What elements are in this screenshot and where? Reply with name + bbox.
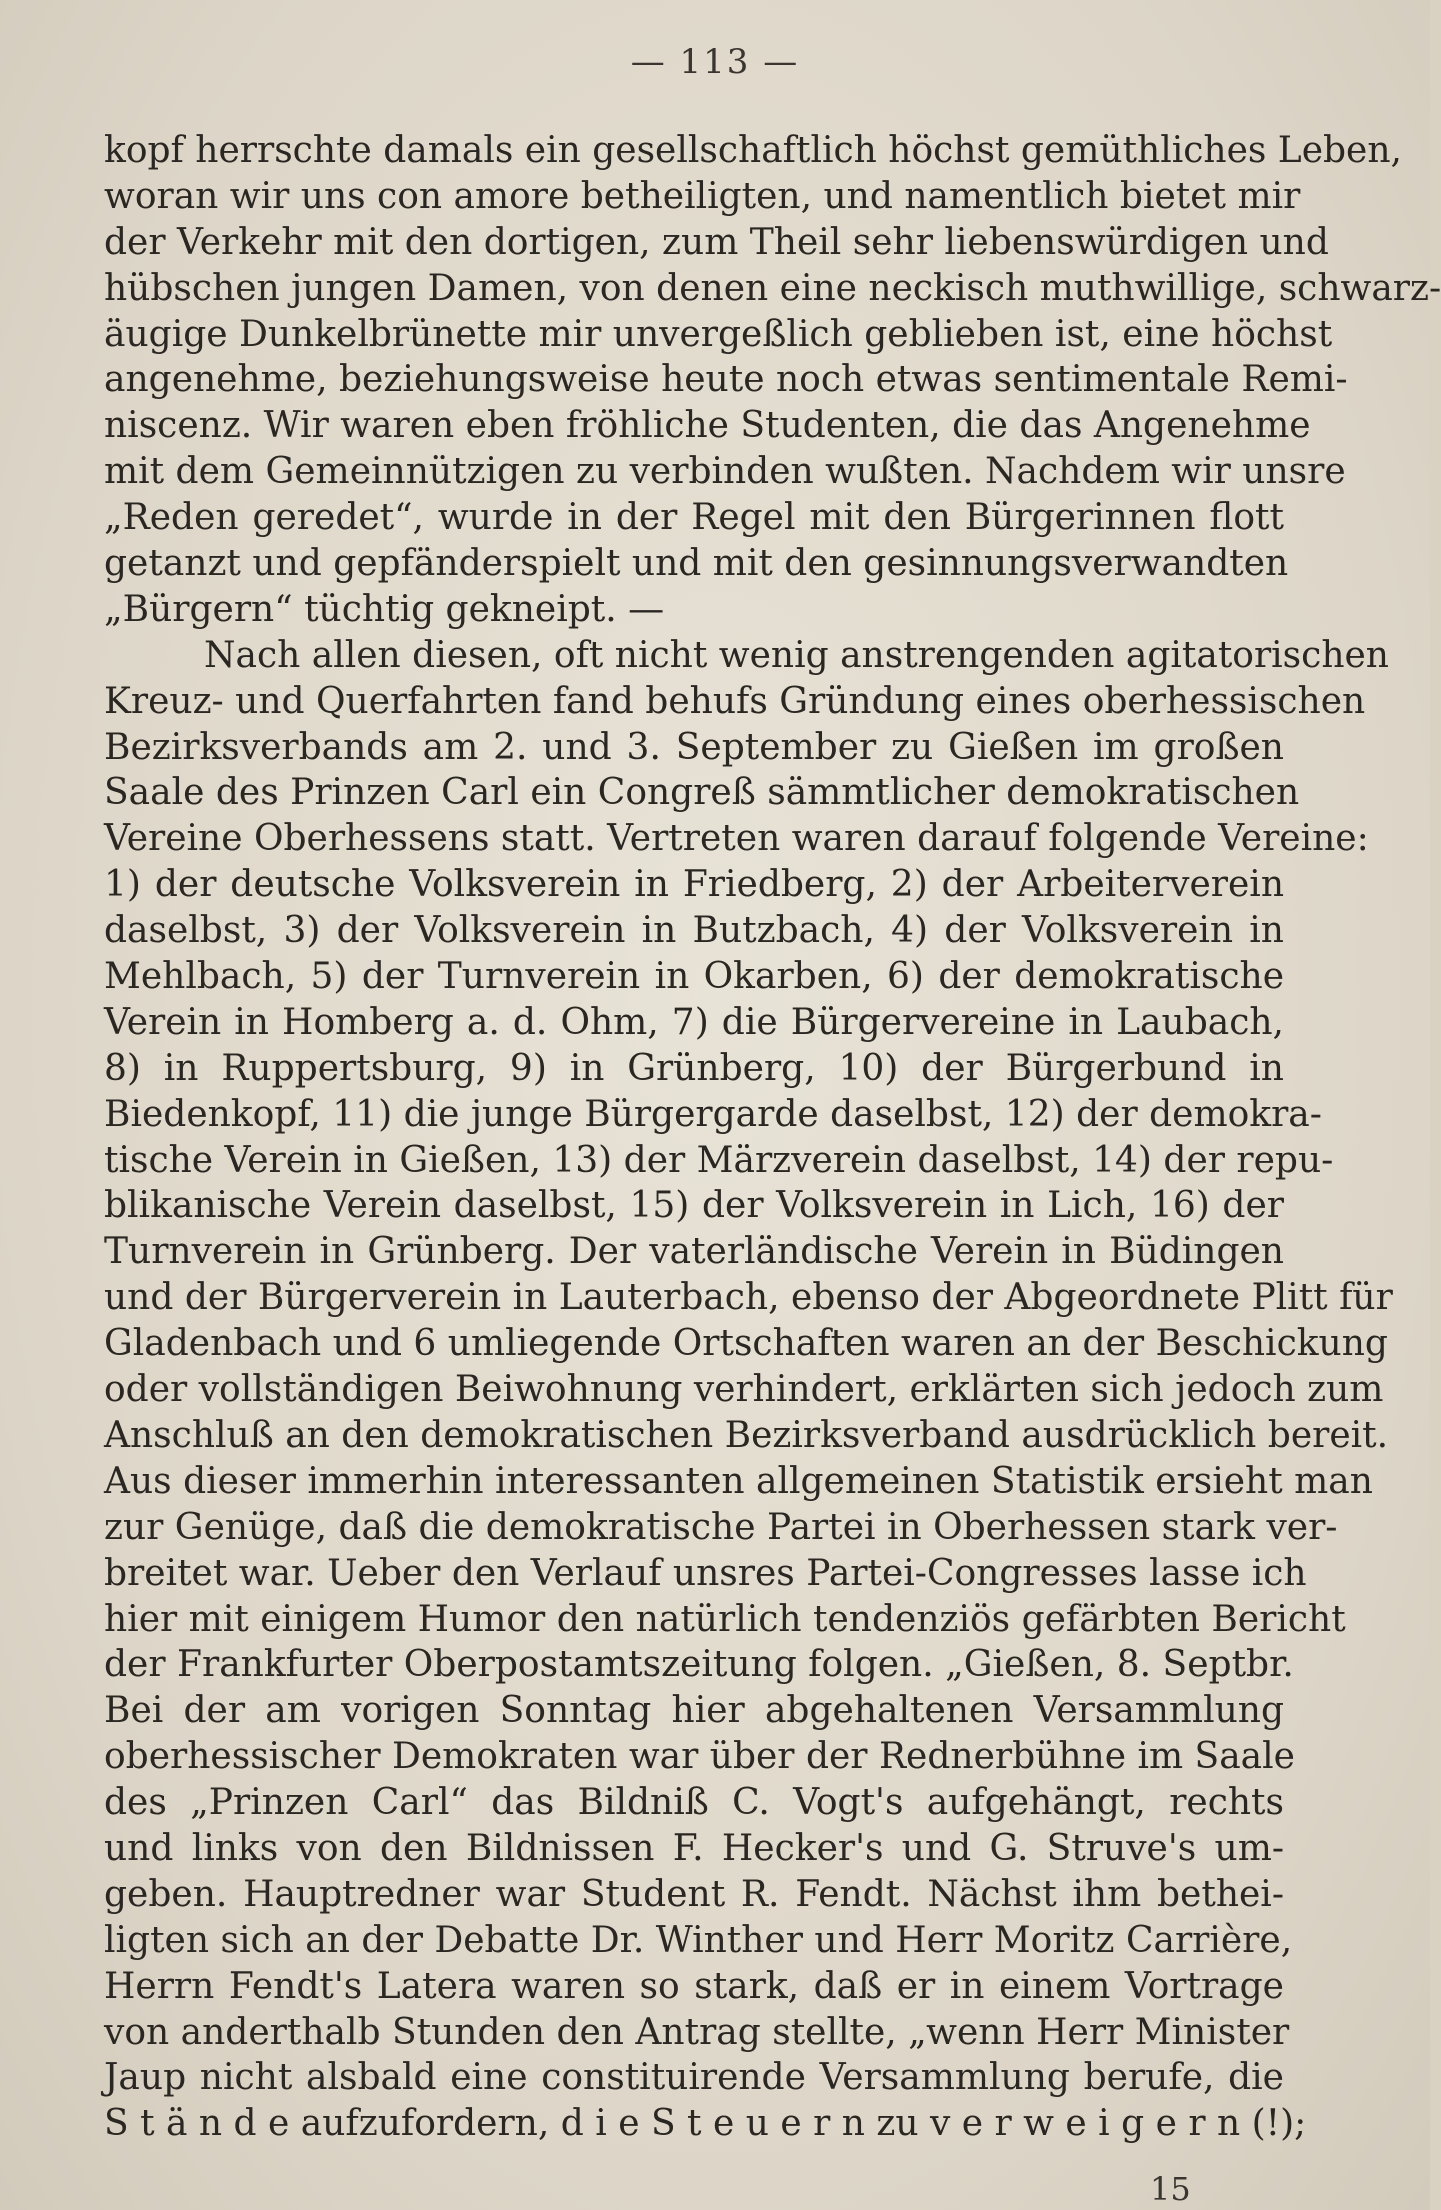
text-line: hübschen jungen Damen, von denen eine neckisch muthwillige, schwarz-	[104, 267, 1441, 309]
text-line: breitet war. Ueber den Verlauf unsres Partei-Congresses lasse ich	[104, 1552, 1307, 1594]
text-line: 8) in Ruppertsburg, 9) in Grünberg, 10) der Bürgerbund in	[104, 1047, 1284, 1089]
text-line: Aus dieser immerhin interessanten allgemeinen Statistik ersieht man	[104, 1460, 1373, 1502]
text-line: Gladenbach und 6 umliegende Ortschaften waren an der Beschickung	[104, 1323, 1388, 1365]
text-line: Biedenkopf, 11) die junge Bürgergarde daselbst, 12) der demokra-	[104, 1093, 1322, 1135]
text-line: zur Genüge, daß die demokratische Partei in Oberhessen stark ver-	[104, 1506, 1338, 1548]
text-line: Saale des Prinzen Carl ein Congreß sämmtlicher demokratischen	[104, 772, 1300, 814]
page-number-header: — 113 —	[630, 42, 800, 82]
text-line: Herrn Fendt's Latera waren so stark, daß er in einem Vortrage	[104, 1965, 1284, 2007]
signature-mark: 15	[1150, 2170, 1191, 2208]
text-line: von anderthalb Stunden den Antrag stellte, „wenn Herr Minister	[104, 2011, 1290, 2053]
text-line: blikanische Verein daselbst, 15) der Volksverein in Lich, 16) der	[104, 1185, 1284, 1227]
text-line: S t ä n d e aufzufordern, d i e S t e u e r n zu v e r w e i g e r n (!);	[104, 2103, 1307, 2145]
text-line: äugige Dunkelbrünette mir unvergeßlich geblieben ist, eine höchst	[104, 313, 1333, 355]
text-line: woran wir uns con amore betheiligten, und namentlich bietet mir	[104, 175, 1301, 217]
text-line: niscenz. Wir waren eben fröhliche Studenten, die das Angenehme	[104, 405, 1311, 447]
text-line: kopf herrschte damals ein gesellschaftlich höchst gemüthliches Leben,	[104, 130, 1402, 171]
text-line: Verein in Homberg a. d. Ohm, 7) die Bürgervereine in Laubach,	[104, 1001, 1284, 1043]
text-line: oder vollständigen Beiwohnung verhindert, erklärten sich jedoch zum	[104, 1369, 1384, 1411]
text-line: 1) der deutsche Volksverein in Friedberg, 2) der Arbeiterverein	[104, 864, 1284, 906]
text-line: geben. Hauptredner war Student R. Fendt. Nächst ihm bethei-	[104, 1873, 1284, 1915]
text-line: Jaup nicht alsbald eine constituirende Versammlung berufe, die	[104, 2057, 1284, 2099]
text-line: der Verkehr mit den dortigen, zum Theil sehr liebenswürdigen und	[104, 221, 1329, 263]
text-line: Anschluß an den demokratischen Bezirksverband ausdrücklich bereit.	[104, 1414, 1389, 1456]
text-line: Vereine Oberhessens statt. Vertreten waren darauf folgende Vereine:	[104, 818, 1369, 860]
text-line: mit dem Gemeinnützigen zu verbinden wußten. Nachdem wir unsre	[104, 451, 1346, 493]
text-line: ligten sich an der Debatte Dr. Winther und Herr Moritz Carrière,	[104, 1919, 1293, 1961]
text-line: Mehlbach, 5) der Turnverein in Okarben, 6) der demokratische	[104, 956, 1284, 998]
text-line: Bezirksverbands am 2. und 3. September zu Gießen im großen	[104, 726, 1284, 768]
text-line: Turnverein in Grünberg. Der vaterländische Verein in Büdingen	[104, 1231, 1284, 1273]
text-line: getanzt und gepfänderspielt und mit den gesinnungsverwandten	[104, 543, 1289, 585]
text-line: angenehme, beziehungsweise heute noch etwas sentimentale Remi-	[104, 359, 1348, 401]
body-text	[104, 128, 1441, 2147]
text-line: der Frankfurter Oberpostamtszeitung folgen. „Gießen, 8. Septbr.	[104, 1644, 1294, 1686]
text-line: hier mit einigem Humor den natürlich tendenziös gefärbten Bericht	[104, 1598, 1346, 1640]
text-line: Nach allen diesen, oft nicht wenig anstrengenden agitatorischen	[204, 634, 1389, 676]
text-line: Bei der am vorigen Sonntag hier abgehaltenen Versammlung	[104, 1690, 1284, 1732]
text-line: und der Bürgerverein in Lauterbach, ebenso der Abgeordnete Plitt für	[104, 1277, 1393, 1319]
text-line: Kreuz- und Querfahrten fand behufs Gründung eines oberhessischen	[104, 680, 1366, 722]
text-line: des „Prinzen Carl“ das Bildniß C. Vogt's aufgehängt, rechts	[104, 1782, 1284, 1824]
text-line: und links von den Bildnissen F. Hecker's und G. Struve's um-	[104, 1827, 1284, 1869]
text-line: „Reden geredet“, wurde in der Regel mit den Bürgerinnen flott	[104, 497, 1284, 539]
text-line: tische Verein in Gießen, 13) der Märzverein daselbst, 14) der repu-	[104, 1139, 1334, 1181]
text-line: oberhessischer Demokraten war über der Rednerbühne im Saale	[104, 1736, 1295, 1778]
text-line: daselbst, 3) der Volksverein in Butzbach, 4) der Volksverein in	[104, 910, 1284, 952]
text-line: „Bürgern“ tüchtig gekneipt. —	[104, 588, 665, 630]
